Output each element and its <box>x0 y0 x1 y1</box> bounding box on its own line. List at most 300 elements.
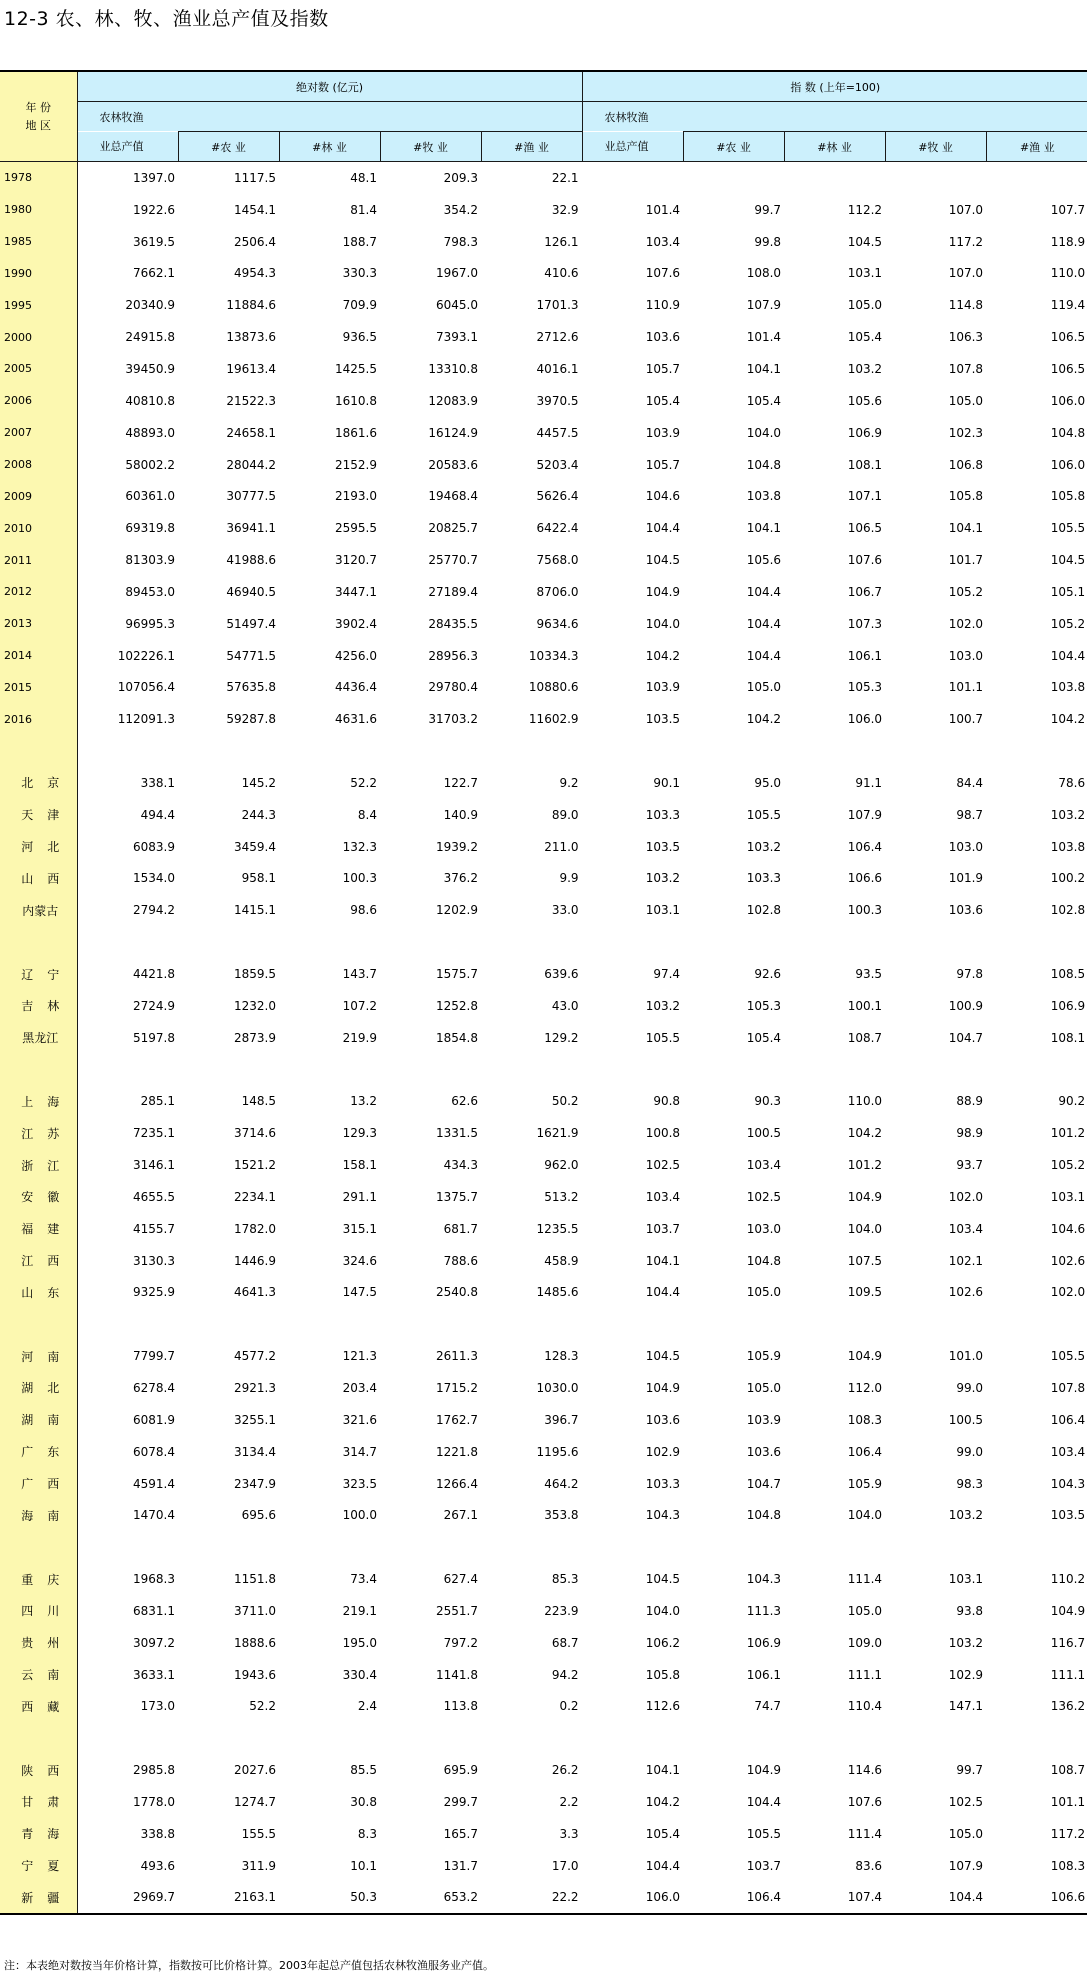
cell-total-abs: 2969.7 <box>77 1882 178 1915</box>
cell-total-idx: 103.2 <box>645 998 681 1013</box>
cell-animal-abs: 681.7 <box>443 1221 478 1236</box>
cell-total-abs: 112091.3 <box>117 712 175 727</box>
cell-fish-idx: 102.8 <box>1050 903 1086 918</box>
cell-fish-abs: 513.2 <box>544 1189 579 1204</box>
cell-forest-idx: 104.9 <box>847 1189 883 1204</box>
cell-agri-abs: 244.3 <box>241 807 276 822</box>
cell-fish-idx: 102.0 <box>1050 1285 1086 1300</box>
cell-total-idx: 106.2 <box>645 1635 681 1650</box>
cell-total-idx <box>582 1722 683 1754</box>
cell-animal-idx: 104.7 <box>948 1030 984 1045</box>
cell-forest-abs: 330.4 <box>342 1667 377 1682</box>
cell-forest-abs: 85.5 <box>350 1763 377 1778</box>
cell-total-abs: 1778.0 <box>133 1794 175 1809</box>
cell-fish-abs: 4016.1 <box>536 361 579 376</box>
cell-total-abs: 6081.9 <box>133 1412 175 1427</box>
cell-total-idx: 104.2 <box>645 648 681 663</box>
cell-forest-abs: 13.2 <box>350 1094 377 1109</box>
year-label: 2009 <box>0 480 77 512</box>
cell-animal-idx: 101.1 <box>948 680 984 695</box>
table-header <box>0 71 1087 162</box>
table-row <box>0 1754 1087 1786</box>
cell-forest-abs: 2.4 <box>357 1699 377 1714</box>
cell-agri-abs: 145.2 <box>241 775 276 790</box>
cell-total-idx: 106.0 <box>582 1882 683 1915</box>
cell-agri-abs: 958.1 <box>241 871 276 886</box>
cell-animal-abs: 131.7 <box>443 1858 478 1873</box>
cell-fish-idx: 118.9 <box>1050 234 1086 249</box>
cell-fish-idx: 78.6 <box>1058 775 1086 790</box>
cell-total-abs: 4421.8 <box>133 967 175 982</box>
cell-fish-idx <box>986 1308 1087 1340</box>
spacer-label <box>0 1308 77 1340</box>
cell-total-abs: 6831.1 <box>133 1603 175 1618</box>
cell-total-idx: 104.1 <box>645 1253 681 1268</box>
cell-total-abs: 7662.1 <box>133 266 175 281</box>
cell-fish-abs <box>481 1722 582 1754</box>
cell-total-abs: 4655.5 <box>133 1189 175 1204</box>
cell-forest-abs: 4631.6 <box>335 712 377 727</box>
cell-forest-abs: 219.9 <box>342 1030 377 1045</box>
cell-total-abs: 3619.5 <box>133 234 175 249</box>
cell-agri-abs: 2506.4 <box>234 234 276 249</box>
table-row <box>0 1404 1087 1436</box>
cell-total-abs: 4155.7 <box>133 1221 175 1236</box>
cell-forest-idx <box>784 1308 885 1340</box>
region-label: 宁夏 <box>0 1850 77 1882</box>
cell-agri-abs: 1232.0 <box>234 998 276 1013</box>
cell-total-abs: 7799.7 <box>133 1349 175 1364</box>
cell-fish-idx: 106.9 <box>1050 998 1086 1013</box>
cell-fish-abs: 2.2 <box>559 1794 579 1809</box>
cell-agri-idx <box>683 1722 784 1754</box>
cell-animal-abs: 1939.2 <box>436 839 478 854</box>
cell-forest-abs: 52.2 <box>350 775 377 790</box>
cell-fish-idx: 136.2 <box>1050 1699 1086 1714</box>
cell-agri-idx: 103.4 <box>746 1158 782 1173</box>
cell-forest-idx: 109.5 <box>847 1285 883 1300</box>
cell-total-abs: 39450.9 <box>125 361 175 376</box>
cell-forest-idx: 106.7 <box>847 584 883 599</box>
cell-total-idx: 103.3 <box>645 1476 681 1491</box>
cell-animal-idx: 98.3 <box>956 1476 984 1491</box>
cell-forest-abs: 3902.4 <box>335 616 377 631</box>
cell-agri-idx: 99.8 <box>754 234 782 249</box>
cell-forest-idx: 112.2 <box>847 202 883 217</box>
col-header-total-abs: 业总产值 <box>77 132 178 162</box>
table-row <box>0 512 1087 544</box>
cell-agri-abs: 19613.4 <box>226 361 276 376</box>
cell-animal-abs: 1141.8 <box>436 1667 478 1682</box>
cell-animal-abs: 1967.0 <box>436 266 478 281</box>
cell-agri-abs: 1943.6 <box>234 1667 276 1682</box>
cell-fish-abs: 5203.4 <box>536 457 579 472</box>
cell-animal-abs: 1715.2 <box>436 1380 478 1395</box>
cell-fish-abs: 3970.5 <box>536 393 579 408</box>
cell-agri-abs: 695.6 <box>241 1508 276 1523</box>
cell-fish-idx <box>986 1054 1087 1086</box>
cell-forest-idx <box>784 1531 885 1563</box>
cell-agri-abs: 1521.2 <box>234 1158 276 1173</box>
cell-fish-abs: 50.2 <box>551 1094 579 1109</box>
cell-animal-abs: 299.7 <box>443 1794 478 1809</box>
subheader-total-abs: 农林牧渔 <box>77 102 582 132</box>
cell-total-idx <box>582 1308 683 1340</box>
table-row <box>0 640 1087 672</box>
cell-fish-idx: 106.5 <box>1050 330 1086 345</box>
cell-agri-idx: 104.2 <box>746 712 782 727</box>
cell-fish-abs: 0.2 <box>559 1699 579 1714</box>
cell-forest-idx: 112.0 <box>847 1380 883 1395</box>
cell-animal-idx: 105.2 <box>948 584 984 599</box>
cell-total-abs: 5197.8 <box>133 1030 175 1045</box>
cell-forest-abs: 188.7 <box>342 234 377 249</box>
region-label: 江西 <box>0 1245 77 1277</box>
region-label: 四川 <box>0 1595 77 1627</box>
cell-agri-abs: 21522.3 <box>226 393 276 408</box>
spacer-label <box>0 926 77 958</box>
cell-fish-abs: 94.2 <box>551 1667 579 1682</box>
cell-total-idx: 104.4 <box>645 1858 681 1873</box>
table-row <box>0 1882 1087 1915</box>
cell-forest-idx: 106.1 <box>847 648 883 663</box>
cell-animal-idx <box>885 1722 986 1754</box>
cell-agri-idx: 100.5 <box>746 1126 782 1141</box>
cell-total-idx: 104.5 <box>645 553 681 568</box>
cell-total-idx <box>582 1054 683 1086</box>
table-row <box>0 608 1087 640</box>
cell-fish-abs: 1701.3 <box>536 298 579 313</box>
cell-total-idx: 107.6 <box>645 266 681 281</box>
cell-forest-abs: 3447.1 <box>335 584 377 599</box>
cell-forest-abs: 73.4 <box>350 1572 377 1587</box>
cell-total-abs: 102226.1 <box>117 648 175 663</box>
region-label: 辽宁 <box>0 958 77 990</box>
cell-forest-abs: 1861.6 <box>335 425 377 440</box>
cell-animal-idx: 102.6 <box>948 1285 984 1300</box>
cell-forest-abs: 2193.0 <box>335 489 377 504</box>
cell-total-abs: 3097.2 <box>133 1635 175 1650</box>
region-label: 黑龙江 <box>0 1022 77 1054</box>
cell-forest-idx: 83.6 <box>855 1858 883 1873</box>
cell-forest-idx: 111.4 <box>847 1572 883 1587</box>
cell-agri-idx: 103.6 <box>746 1444 782 1459</box>
cell-total-idx: 103.6 <box>645 1412 681 1427</box>
cell-total-idx: 90.1 <box>653 775 681 790</box>
cell-animal-idx <box>885 1531 986 1563</box>
cell-agri-abs: 3714.6 <box>234 1126 276 1141</box>
cell-forest-idx: 101.2 <box>847 1158 883 1173</box>
data-table <box>0 70 1087 1915</box>
cell-forest-idx: 105.0 <box>847 298 883 313</box>
cell-agri-abs: 3711.0 <box>234 1603 276 1618</box>
region-label: 福建 <box>0 1213 77 1245</box>
cell-total-idx: 110.9 <box>645 298 681 313</box>
cell-agri-abs <box>178 1308 279 1340</box>
cell-forest-idx: 107.1 <box>847 489 883 504</box>
cell-forest-abs: 48.1 <box>350 170 377 185</box>
cell-fish-idx: 103.2 <box>1050 807 1086 822</box>
cell-animal-idx: 107.0 <box>948 202 984 217</box>
cell-fish-idx: 104.3 <box>1050 1476 1086 1491</box>
year-label: 2015 <box>0 672 77 704</box>
cell-agri-abs: 3255.1 <box>234 1412 276 1427</box>
cell-fish-abs <box>481 1308 582 1340</box>
cell-total-idx: 90.8 <box>653 1094 681 1109</box>
cell-forest-idx: 93.5 <box>855 967 883 982</box>
cell-forest-abs: 203.4 <box>342 1380 377 1395</box>
col-header-forest-abs: #林 业 <box>279 132 380 162</box>
cell-fish-abs: 26.2 <box>551 1763 579 1778</box>
cell-forest-idx: 104.9 <box>847 1349 883 1364</box>
cell-agri-idx: 104.4 <box>746 616 782 631</box>
region-label: 河北 <box>0 831 77 863</box>
cell-agri-idx: 102.5 <box>746 1189 782 1204</box>
cell-animal-idx: 99.0 <box>956 1444 984 1459</box>
cell-animal-abs: 695.9 <box>443 1763 478 1778</box>
footnote: 注：本表绝对数按当年价格计算，指数按可比价格计算。2003年起总产值包括农林牧渔服务业产值。 <box>4 1959 494 1972</box>
cell-fish-idx: 105.5 <box>1050 521 1086 536</box>
cell-total-abs <box>77 926 178 958</box>
cell-forest-abs: 158.1 <box>342 1158 377 1173</box>
cell-fish-abs: 11602.9 <box>528 712 579 727</box>
cell-agri-abs: 311.9 <box>241 1858 276 1873</box>
cell-agri-abs: 3134.4 <box>234 1444 276 1459</box>
cell-forest-abs: 8.3 <box>357 1826 377 1841</box>
region-label: 湖北 <box>0 1372 77 1404</box>
cell-fish-idx: 110.0 <box>1050 266 1086 281</box>
cell-agri-abs: 2873.9 <box>234 1030 276 1045</box>
cell-agri-abs: 46940.5 <box>226 584 276 599</box>
cell-agri-idx <box>683 1054 784 1086</box>
cell-animal-abs: 1575.7 <box>436 967 478 982</box>
cell-agri-idx: 105.0 <box>746 1285 782 1300</box>
col-header-animal-abs: #牧 业 <box>380 132 481 162</box>
cell-agri-abs: 52.2 <box>249 1699 276 1714</box>
cell-agri-abs: 1859.5 <box>234 967 276 982</box>
cell-fish-idx: 108.1 <box>1050 1030 1086 1045</box>
cell-fish-abs: 353.8 <box>544 1508 579 1523</box>
cell-fish-abs: 10880.6 <box>528 680 579 695</box>
cell-forest-abs: 129.3 <box>342 1126 377 1141</box>
cell-forest-abs: 709.9 <box>342 298 377 313</box>
cell-agri-abs: 54771.5 <box>226 648 276 663</box>
cell-total-abs: 338.1 <box>140 775 175 790</box>
cell-animal-idx <box>885 1054 986 1086</box>
region-label: 河南 <box>0 1340 77 1372</box>
cell-animal-idx: 103.0 <box>948 648 984 663</box>
cell-agri-idx: 105.9 <box>746 1349 782 1364</box>
cell-animal-idx: 103.1 <box>948 1572 984 1587</box>
cell-agri-abs: 1415.1 <box>234 903 276 918</box>
cell-animal-idx: 103.4 <box>948 1221 984 1236</box>
cell-animal-abs: 2540.8 <box>436 1285 478 1300</box>
year-label: 2006 <box>0 385 77 417</box>
cell-total-idx: 104.4 <box>645 1285 681 1300</box>
cell-agri-abs: 2234.1 <box>234 1189 276 1204</box>
cell-animal-abs: 25770.7 <box>428 553 478 568</box>
cell-animal-idx <box>885 162 986 194</box>
cell-total-idx: 101.4 <box>645 202 681 217</box>
cell-agri-idx: 92.6 <box>754 967 782 982</box>
table-row <box>0 194 1087 226</box>
cell-animal-abs: 1854.8 <box>436 1030 478 1045</box>
cell-fish-abs: 85.3 <box>551 1572 579 1587</box>
cell-animal-abs: 27189.4 <box>428 584 478 599</box>
cell-fish-idx: 103.5 <box>1050 1508 1086 1523</box>
cell-animal-idx: 98.9 <box>956 1126 984 1141</box>
table-row <box>0 480 1087 512</box>
region-label: 天津 <box>0 799 77 831</box>
table-row <box>0 767 1087 799</box>
cell-agri-abs: 148.5 <box>241 1094 276 1109</box>
cell-total-abs: 7235.1 <box>133 1126 175 1141</box>
cell-fish-idx <box>986 926 1087 958</box>
cell-fish-abs: 1621.9 <box>536 1126 579 1141</box>
cell-agri-idx: 95.0 <box>754 775 782 790</box>
cell-agri-abs: 2163.1 <box>178 1882 279 1915</box>
cell-animal-idx: 102.1 <box>948 1253 984 1268</box>
cell-total-abs: 1470.4 <box>133 1508 175 1523</box>
cell-total-idx: 104.0 <box>645 1603 681 1618</box>
cell-agri-idx: 105.5 <box>746 1826 782 1841</box>
cell-total-abs: 69319.8 <box>125 521 175 536</box>
table-row <box>0 1659 1087 1691</box>
cell-animal-idx: 106.3 <box>948 330 984 345</box>
table-title: 12-3 农、林、牧、渔业总产值及指数 <box>4 8 329 30</box>
cell-total-abs: 96995.3 <box>125 616 175 631</box>
cell-animal-abs: 798.3 <box>443 234 478 249</box>
region-label: 山东 <box>0 1277 77 1309</box>
row-header-cell <box>0 71 77 162</box>
cell-animal-idx: 105.0 <box>948 393 984 408</box>
region-label: 安徽 <box>0 1181 77 1213</box>
cell-total-abs: 2794.2 <box>133 903 175 918</box>
cell-fish-idx: 104.4 <box>1050 648 1086 663</box>
region-label: 上海 <box>0 1085 77 1117</box>
cell-total-idx <box>582 735 683 767</box>
cell-agri-idx: 103.8 <box>746 489 782 504</box>
table-row <box>0 958 1087 990</box>
table-row <box>0 417 1087 449</box>
cell-forest-idx: 103.1 <box>847 266 883 281</box>
cell-animal-idx: 147.1 <box>948 1699 984 1714</box>
table-row <box>0 703 1087 735</box>
table-row <box>0 1213 1087 1245</box>
table-row <box>0 1627 1087 1659</box>
cell-fish-idx: 101.1 <box>1050 1794 1086 1809</box>
cell-forest-idx: 91.1 <box>855 775 883 790</box>
cell-forest-abs: 10.1 <box>350 1858 377 1873</box>
cell-agri-idx: 107.9 <box>746 298 782 313</box>
cell-fish-abs: 43.0 <box>551 998 579 1013</box>
cell-forest-abs: 330.3 <box>342 266 377 281</box>
cell-fish-idx: 102.6 <box>1050 1253 1086 1268</box>
cell-total-idx: 97.4 <box>653 967 681 982</box>
cell-forest-idx: 111.1 <box>847 1667 883 1682</box>
cell-forest-idx <box>784 926 885 958</box>
cell-forest-idx: 106.4 <box>847 839 883 854</box>
cell-fish-idx: 108.3 <box>1050 1858 1086 1873</box>
cell-total-abs: 2985.8 <box>133 1763 175 1778</box>
cell-forest-idx: 105.4 <box>847 330 883 345</box>
cell-forest-abs: 147.5 <box>342 1285 377 1300</box>
cell-fish-idx <box>986 1722 1087 1754</box>
cell-animal-abs: 13310.8 <box>428 361 478 376</box>
cell-forest-abs <box>279 735 380 767</box>
cell-total-idx: 104.9 <box>645 1380 681 1395</box>
table-row <box>0 1022 1087 1054</box>
cell-forest-abs: 2152.9 <box>335 457 377 472</box>
spacer-row <box>0 1308 1087 1340</box>
cell-animal-abs: 653.2 <box>380 1882 481 1915</box>
cell-total-idx: 102.9 <box>645 1444 681 1459</box>
cell-total-idx: 105.4 <box>645 393 681 408</box>
cell-animal-idx: 107.8 <box>948 361 984 376</box>
cell-forest-abs: 314.7 <box>342 1444 377 1459</box>
col-header-agri-idx: #农 业 <box>683 132 784 162</box>
cell-forest-idx: 107.5 <box>847 1253 883 1268</box>
cell-agri-abs: 2921.3 <box>234 1380 276 1395</box>
cell-agri-idx: 105.3 <box>746 998 782 1013</box>
cell-fish-abs: 639.6 <box>544 967 579 982</box>
cell-agri-abs: 51497.4 <box>226 616 276 631</box>
cell-agri-idx: 104.1 <box>746 361 782 376</box>
cell-animal-idx: 102.5 <box>948 1794 984 1809</box>
cell-agri-abs: 155.5 <box>241 1826 276 1841</box>
cell-total-abs: 81303.9 <box>125 553 175 568</box>
cell-agri-abs: 57635.8 <box>226 680 276 695</box>
cell-agri-abs: 24658.1 <box>226 425 276 440</box>
region-label: 吉林 <box>0 990 77 1022</box>
cell-animal-abs: 1331.5 <box>436 1126 478 1141</box>
cell-fish-abs: 22.1 <box>551 170 579 185</box>
cell-total-idx <box>582 926 683 958</box>
year-label: 2000 <box>0 321 77 353</box>
cell-total-idx: 100.8 <box>645 1126 681 1141</box>
cell-fish-idx: 110.2 <box>1050 1572 1086 1587</box>
table-row <box>0 1372 1087 1404</box>
cell-total-idx: 103.3 <box>645 807 681 822</box>
spacer-label <box>0 1722 77 1754</box>
cell-total-idx <box>582 162 683 194</box>
cell-animal-abs: 1266.4 <box>436 1476 478 1491</box>
table-row <box>0 1117 1087 1149</box>
cell-fish-abs: 128.3 <box>544 1349 579 1364</box>
cell-total-abs <box>77 1722 178 1754</box>
cell-animal-idx: 100.7 <box>948 712 984 727</box>
cell-agri-idx <box>683 1308 784 1340</box>
cell-agri-idx: 104.8 <box>746 457 782 472</box>
table-row <box>0 1468 1087 1500</box>
data-table-container <box>0 70 1087 1915</box>
region-label: 北京 <box>0 767 77 799</box>
table-body <box>0 162 1087 1915</box>
cell-agri-abs: 59287.8 <box>226 712 276 727</box>
cell-forest-abs: 132.3 <box>342 839 377 854</box>
cell-fish-abs: 6422.4 <box>536 521 579 536</box>
cell-total-idx: 104.1 <box>645 1763 681 1778</box>
cell-agri-idx: 108.0 <box>746 266 782 281</box>
cell-animal-idx: 100.5 <box>948 1412 984 1427</box>
cell-animal-idx: 103.2 <box>948 1508 984 1523</box>
cell-fish-abs <box>481 1531 582 1563</box>
cell-fish-abs: 1195.6 <box>536 1444 579 1459</box>
cell-agri-abs: 4641.3 <box>234 1285 276 1300</box>
year-label: 2005 <box>0 353 77 385</box>
cell-fish-idx: 105.1 <box>1050 584 1086 599</box>
cell-fish-idx: 104.5 <box>1050 553 1086 568</box>
